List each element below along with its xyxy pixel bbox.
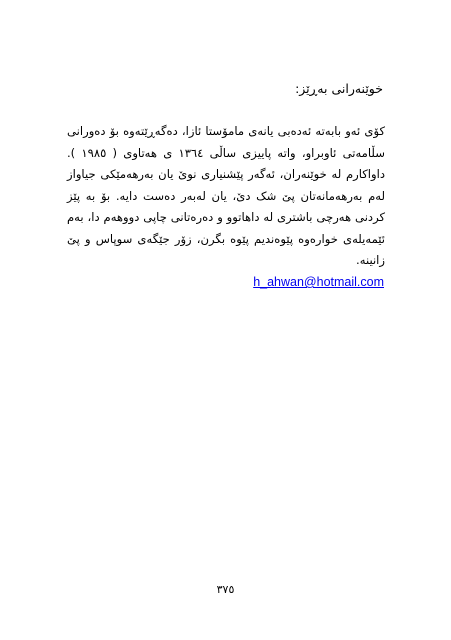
greeting-heading: خوێنەرانی بەڕێز: <box>295 81 383 96</box>
body-line: ئێمەیلەی خوارەوە پێوەندیم پێوە بگرن، زۆر جێگەی سوپاس و پێ <box>67 231 385 246</box>
body-line: کۆی ئەو بابەتە ئەدەبی یانەی مامۆستا ئازا، دەگەڕێتەوە بۆ دەورانی <box>67 124 385 138</box>
body-line: کردنی هەرچی باشتری لە داهاتوو و دەرەتانی چاپی دووهەم دا، بەم <box>67 210 385 224</box>
body-paragraph <box>67 121 385 272</box>
body-line: زانینە. <box>356 253 385 267</box>
body-line: لەم بەرهەمانەتان پێ شک دێ، یان لەبەر دەست دایە. بۆ بە پێز <box>67 188 385 203</box>
body-line: داواکارم لە خوێنەران، ئەگەر پێشنیاری نوێ یان بەرهەمێکی جیاواز <box>67 167 385 181</box>
page-number: ٣٧٥ <box>216 583 235 596</box>
email-link[interactable]: h_ahwan@hotmail.com <box>253 275 384 289</box>
body-line: سڵامەتی ئاوبراو، واتە پاییزی ساڵی ١٣٦٤ ی هەتاوی ( ١٩٨٥ ). <box>67 145 385 160</box>
